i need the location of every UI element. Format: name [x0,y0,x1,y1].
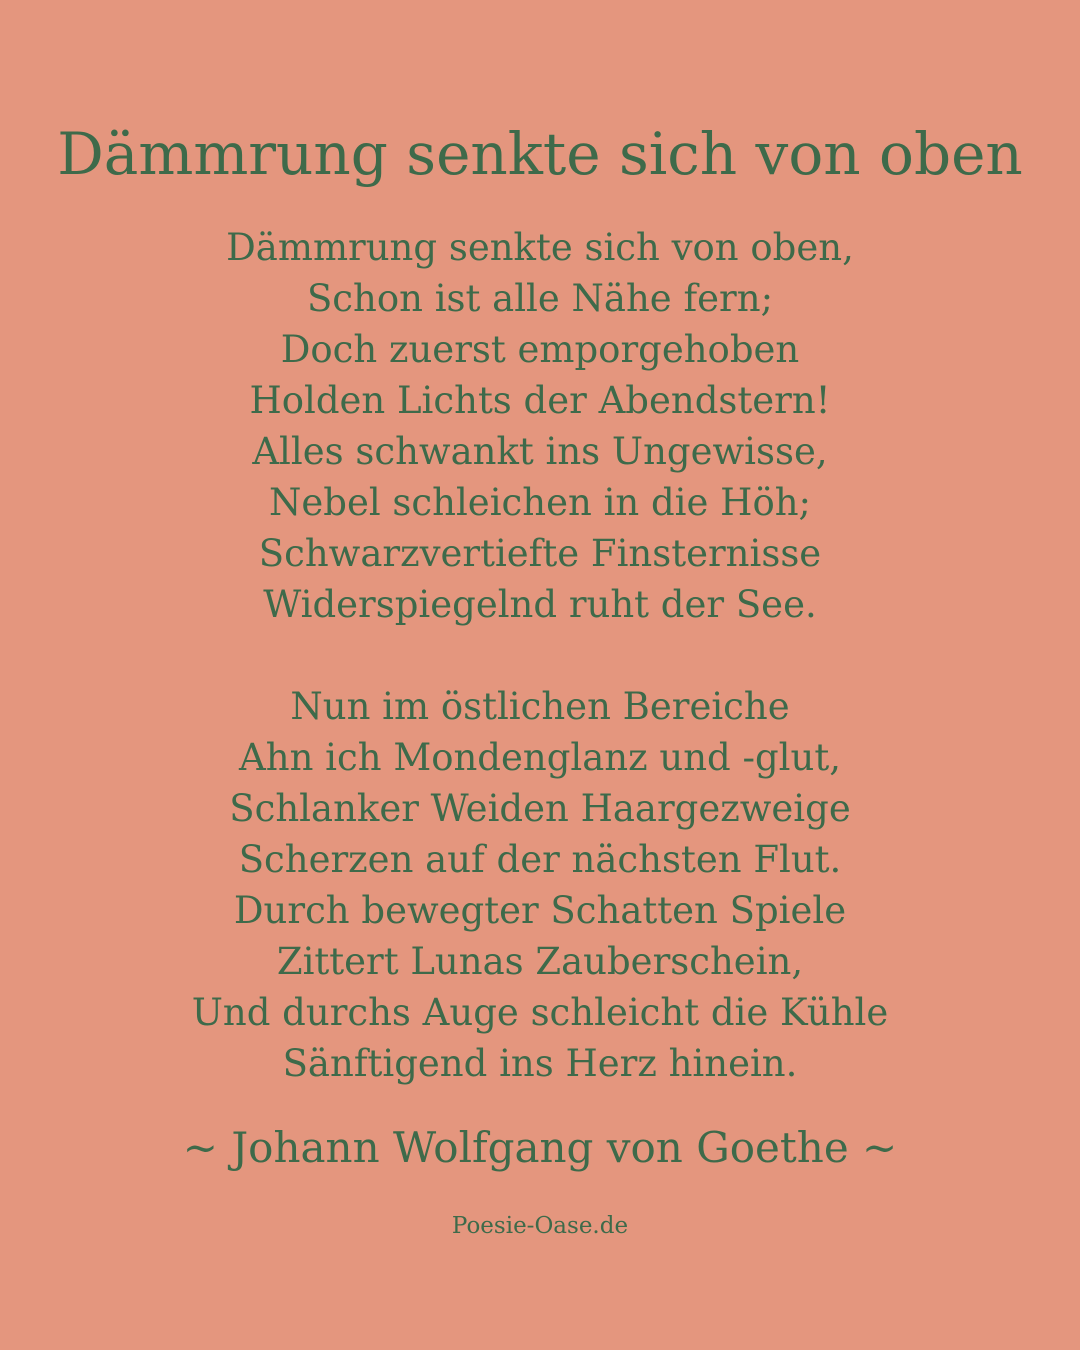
stanza-2 [0,681,1080,1089]
poem-line: Dämmrung senkte sich von oben, [226,226,854,269]
poem-author: ~ Johann Wolfgang von Goethe ~ [182,1123,898,1172]
poem-line: Widerspiegelnd ruht der See. [263,583,817,626]
poem-line: Alles schwankt ins Ungewisse, [252,430,828,473]
poem-line: Ahn ich Mondenglanz und -glut, [239,736,841,779]
poem-line: Scherzen auf der nächsten Flut. [238,838,842,881]
poem-line: Schlanker Weiden Haargezweige [229,787,851,830]
poem-line: Sänftigend ins Herz hinein. [282,1042,798,1085]
poem-line: Zittert Lunas Zauberschein, [276,940,804,983]
poem-line: Nun im östlichen Bereiche [290,685,790,728]
poem-line: Und durchs Auge schleicht die Kühle [191,991,889,1034]
poem-body [0,222,1080,1089]
poem-line: Nebel schleichen in die Höh; [268,481,812,524]
poem-line: Durch bewegter Schatten Spiele [233,889,847,932]
poem-title: Dämmrung senkte sich von oben [57,120,1023,188]
site-credit: Poesie-Oase.de [451,1213,629,1239]
poem-line: Doch zuerst emporgehoben [280,328,800,371]
stanza-divider [0,630,1080,681]
poem-line: Schon ist alle Nähe fern; [306,277,774,320]
poem-line: Holden Lichts der Abendstern! [249,379,831,422]
stanza-1 [0,222,1080,630]
poem-line: Schwarzvertiefte Finsternisse [258,532,822,575]
